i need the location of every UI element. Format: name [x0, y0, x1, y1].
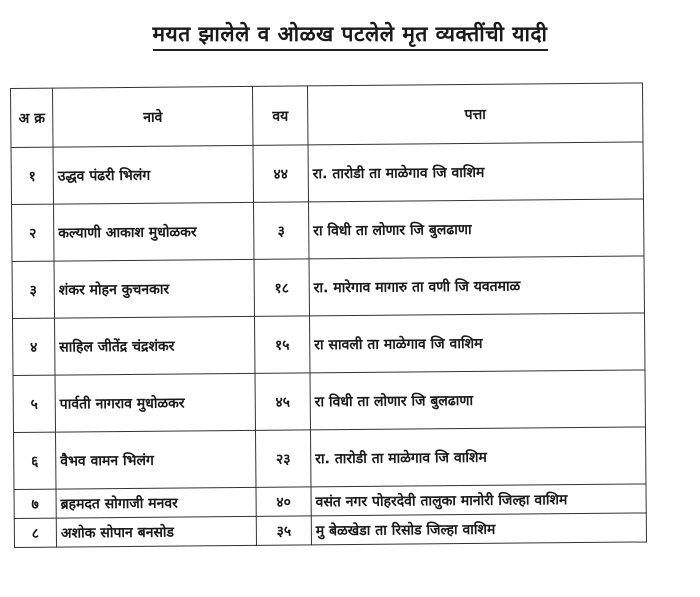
- address-cell: वसंत नगर पोहरदेवी तालुका मानोरी जिल्हा वाशिम: [311, 484, 646, 516]
- name-cell: शंकर मोहन कुचनकार: [54, 259, 254, 318]
- serial-cell: १: [11, 147, 53, 204]
- title-text: मयत झालेले व ओळख पटलेले मृत व्यक्तींची यादी: [153, 22, 548, 51]
- address-cell: रा विधी ता लोणार जि बुलढाणा: [310, 370, 645, 430]
- address-cell: रा. मारेगाव मागारु ता वणी जि यवतमाळ: [309, 256, 644, 316]
- address-cell: रा विधी ता लोणार जि बुलढाणा: [309, 199, 644, 259]
- address-cell: रा. तारोडी ता माळेगाव जि वाशिम: [310, 427, 645, 487]
- age-cell: ४५: [255, 373, 310, 430]
- table-row: [11, 142, 643, 205]
- table-row: [14, 513, 646, 548]
- serial-cell: २: [12, 204, 54, 261]
- name-cell: कल्याणी आकाश मुधोळकर: [54, 202, 254, 261]
- age-cell: २३: [255, 430, 310, 487]
- name-cell: साहिल जीतेंद्र चंद्रशंकर: [55, 316, 255, 375]
- header-age: वय: [252, 86, 308, 145]
- header-serial: अ क्र: [11, 88, 54, 147]
- name-cell: ब्रहमदत सोगाजी मनवर: [56, 487, 256, 518]
- serial-cell: ८: [14, 518, 56, 547]
- age-cell: १५: [255, 316, 310, 373]
- age-cell: ४०: [256, 487, 311, 516]
- name-cell: वैभव वामन भिलंग: [56, 430, 256, 489]
- header-address: पत्ता: [307, 83, 643, 145]
- address-cell: मु बेळखेडा ता रिसोड जिल्हा वाशिम: [311, 513, 646, 545]
- header-name: नावे: [53, 86, 254, 147]
- table-row: [14, 427, 646, 490]
- header-row: [11, 83, 643, 148]
- records-sheet: [10, 82, 646, 547]
- table-row: [13, 313, 645, 376]
- deceased-list-table: [10, 82, 647, 548]
- name-cell: अशोक सोपान बनसोड: [56, 516, 256, 547]
- page-title: [0, 20, 700, 48]
- serial-cell: ५: [13, 375, 55, 432]
- serial-cell: ६: [14, 432, 56, 489]
- age-cell: ३: [254, 202, 309, 259]
- address-cell: रा. तारोडी ता माळेगाव जि वाशिम: [308, 142, 643, 202]
- age-cell: १८: [254, 259, 309, 316]
- address-cell: रा सावली ता माळेगाव जि वाशिम: [310, 313, 645, 373]
- serial-cell: ३: [12, 261, 54, 318]
- serial-cell: ७: [14, 489, 56, 518]
- table-row: [12, 256, 644, 319]
- age-cell: ३५: [256, 516, 311, 545]
- name-cell: पार्वती नागराव मुधोळकर: [55, 373, 255, 432]
- serial-cell: ४: [13, 318, 55, 375]
- age-cell: ४४: [253, 145, 308, 202]
- table-row: [12, 199, 644, 262]
- table-row: [13, 370, 645, 433]
- name-cell: उद्धव पंढरी भिलंग: [53, 145, 253, 204]
